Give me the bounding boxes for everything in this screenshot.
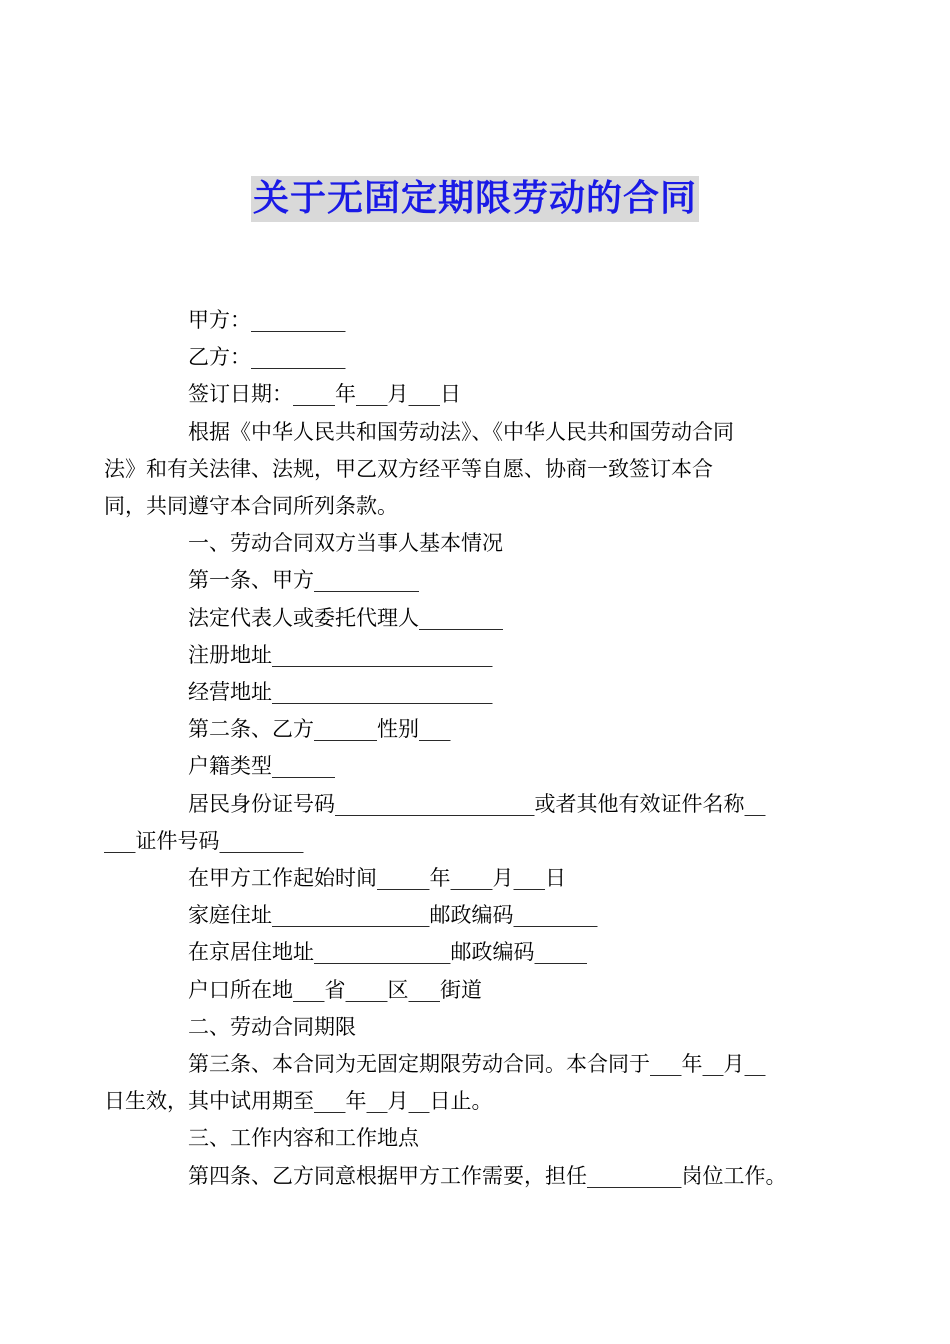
preamble-line-1: 根据《中华人民共和国劳动法》、《中华人民共和国劳动合同 — [188, 419, 734, 444]
hukou-location-line: 户口所在地___省____区___街道 — [188, 977, 482, 1002]
title-container — [0, 176, 950, 222]
id-number-paragraph — [104, 786, 816, 860]
preamble-paragraph — [104, 414, 816, 526]
article-3-line-1: 第三条、本合同为无固定期限劳动合同。本合同于___年__月__ — [188, 1052, 766, 1077]
article-4-line: 第四条、乙方同意根据甲方工作需要，担任_________岗位工作。 — [188, 1163, 787, 1188]
home-address-line: 家庭住址_______________邮政编码________ — [188, 903, 598, 928]
article-2-line: 第二条、乙方______性别___ — [188, 717, 451, 742]
section-3-heading: 三、工作内容和工作地点 — [188, 1126, 419, 1151]
section-2-heading: 二、劳动合同期限 — [188, 1014, 356, 1039]
article-3-paragraph — [104, 1046, 816, 1120]
document-title: 关于无固定期限劳动的合同 — [251, 176, 699, 222]
party-b-line: 乙方：_________ — [188, 345, 346, 370]
article-1-line: 第一条、甲方__________ — [188, 568, 419, 593]
business-address-line: 经营地址_____________________ — [188, 680, 493, 705]
article-3-line-2: 日生效，其中试用期至___年__月__日止。 — [104, 1089, 493, 1114]
document-body — [104, 302, 816, 1195]
id-number-line-2: ___证件号码________ — [104, 828, 304, 853]
legal-rep-line: 法定代表人或委托代理人________ — [188, 605, 503, 630]
registered-address-line: 注册地址_____________________ — [188, 642, 493, 667]
party-a-line: 甲方：_________ — [188, 308, 346, 332]
household-type-line: 户籍类型______ — [188, 754, 335, 779]
sign-date-line: 签订日期：____年___月___日 — [188, 382, 461, 407]
preamble-line-3: 同，共同遵守本合同所列条款。 — [104, 494, 398, 519]
id-number-line-1: 居民身份证号码___________________或者其他有效证件名称__ — [188, 791, 766, 816]
section-1-heading: 一、劳动合同双方当事人基本情况 — [188, 531, 503, 556]
beijing-address-line: 在京居住地址_____________邮政编码_____ — [188, 940, 587, 965]
preamble-line-2: 法》和有关法律、法规，甲乙双方经平等自愿、协商一致签订本合 — [104, 456, 713, 481]
start-time-line: 在甲方工作起始时间_____年____月___日 — [188, 866, 566, 891]
